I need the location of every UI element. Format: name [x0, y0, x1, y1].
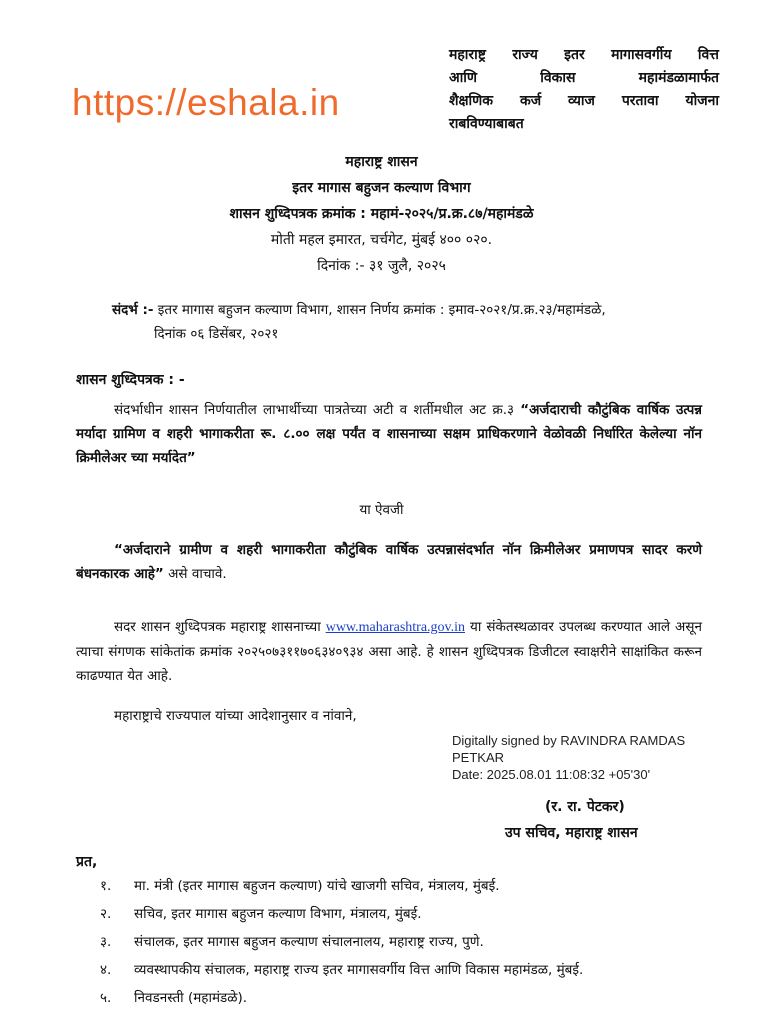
- paragraph-revised-condition: [76, 538, 702, 586]
- list-item: ५. निवडनस्ती (महामंडळे).: [100, 990, 248, 1006]
- para1-intro: संदर्भाधीन शासन निर्णयातील लाभार्थीच्या पात्रतेच्या अटी व शर्तीमधील अट क्र.३: [114, 402, 521, 418]
- office-address: मोती महल इमारत, चर्चगेट, मुंबई ४०० ०२०.: [270, 232, 493, 248]
- para3-before-link: सदर शासन शुध्दिपत्रक महाराष्ट्र शासनाच्या: [114, 619, 326, 635]
- corrigendum-number: शासन शुध्दिपत्रक क्रमांक : महामं-२०२५/प्र.क्र.८७/महामंडळे: [229, 206, 534, 222]
- digital-signature-line-2: PETKAR: [452, 750, 505, 765]
- subject-line-1: महाराष्ट्र राज्य इतर मागासवर्गीय वित्त: [449, 47, 719, 63]
- subject-line-2: आणि विकास महामंडळामार्फत: [449, 70, 719, 86]
- section-title: शासन शुध्दिपत्रक : -: [76, 372, 185, 388]
- reference-block: [112, 298, 722, 346]
- subject-line-3: शैक्षणिक कर्ज व्याज परतावा योजना: [449, 93, 719, 109]
- watermark-url: https://eshala.in: [72, 82, 340, 123]
- list-item: ४. व्यवस्थापकीय संचालक, महाराष्ट्र राज्य इतर मागासवर्गीय वित्त आणि विकास महामंडळ, मुंबई.: [100, 962, 584, 978]
- paragraph-publication: [76, 615, 702, 688]
- list-item: १. मा. मंत्री (इतर मागास बहुजन कल्याण) यांचे खाजगी सचिव, मंत्रालय, मुंबई.: [100, 878, 500, 894]
- website-link[interactable]: www.maharashtra.gov.in: [325, 620, 466, 635]
- para3-after-link: या संकेतस्थळावर उपलब्ध करण्यात आले असून त्याचा संगणक सांकेतांक क्रमांक २०२५०७३११७०६३४०९३४ असा आहे. हे शासन शुध्दिपत्रक डिजीटल स्वाक्षरीने साक्षांकित करून काढण्यात येत आहे.: [76, 619, 702, 684]
- instead-label: या ऐवजी: [359, 502, 404, 518]
- reference-line-1: इतर मागास बहुजन कल्याण विभाग, शासन निर्णय क्रमांक : इमाव-२०२१/प्र.क्र.२३/महामंडळे,: [153, 302, 606, 318]
- digital-signature: [452, 732, 685, 783]
- subject-line-4: राबविण्याबाबत: [449, 116, 524, 132]
- reference-line-2: दिनांक ०६ डिसेंबर, २०२१: [154, 326, 279, 342]
- para1-quote: “अर्जदाराची कौटुंबिक वार्षिक उत्पन्न मर्यादा ग्रामिण व शहरी भागाकरीता रू. ८.०० लक्ष पर्यंत व शासनाच्या सक्षम प्राधिकरणाने वेळोवळी निर्धारित केलेल्या नॉन क्रिमीलेअर च्या मर्यादेत”: [76, 402, 702, 466]
- department-name: इतर मागास बहुजन कल्याण विभाग: [292, 180, 471, 196]
- distribution-list: [100, 872, 583, 1012]
- digital-signature-line-3: Date: 2025.08.01 11:08:32 +05'30': [452, 767, 651, 782]
- copy-to-label: प्रत,: [76, 854, 98, 870]
- signatory-designation: उप सचिव, महाराष्ट्र शासन: [505, 825, 638, 841]
- list-item: २. सचिव, इतर मागास बहुजन कल्याण विभाग, मंत्रालय, मुंबई.: [100, 906, 422, 922]
- order-line: महाराष्ट्राचे राज्यपाल यांच्या आदेशानुसार व नांवाने,: [114, 708, 357, 724]
- document-date: दिनांक :- ३१ जुलै, २०२५: [317, 258, 446, 274]
- list-item: ३. संचालक, इतर मागास बहुजन कल्याण संचालनालय, महाराष्ट्र राज्य, पुणे.: [100, 934, 484, 950]
- subject-heading: [449, 44, 719, 136]
- government-name: महाराष्ट्र शासन: [345, 154, 418, 170]
- para2-suffix: असे वाचावे.: [163, 566, 227, 582]
- para2-quote: “अर्जदाराने ग्रामीण व शहरी भागाकरीता कौटुंबिक वार्षिक उत्पन्नासंदर्भात नॉन क्रिमीलेअर प्रमाणपत्र सादर करणे बंधनकारक आहे”: [76, 542, 702, 582]
- signatory-name: (र. रा. पेटकर): [545, 799, 625, 815]
- digital-signature-line-1: Digitally signed by RAVINDRA RAMDAS: [452, 733, 686, 748]
- paragraph-original-condition: [76, 398, 702, 470]
- reference-label: संदर्भ :-: [112, 302, 154, 318]
